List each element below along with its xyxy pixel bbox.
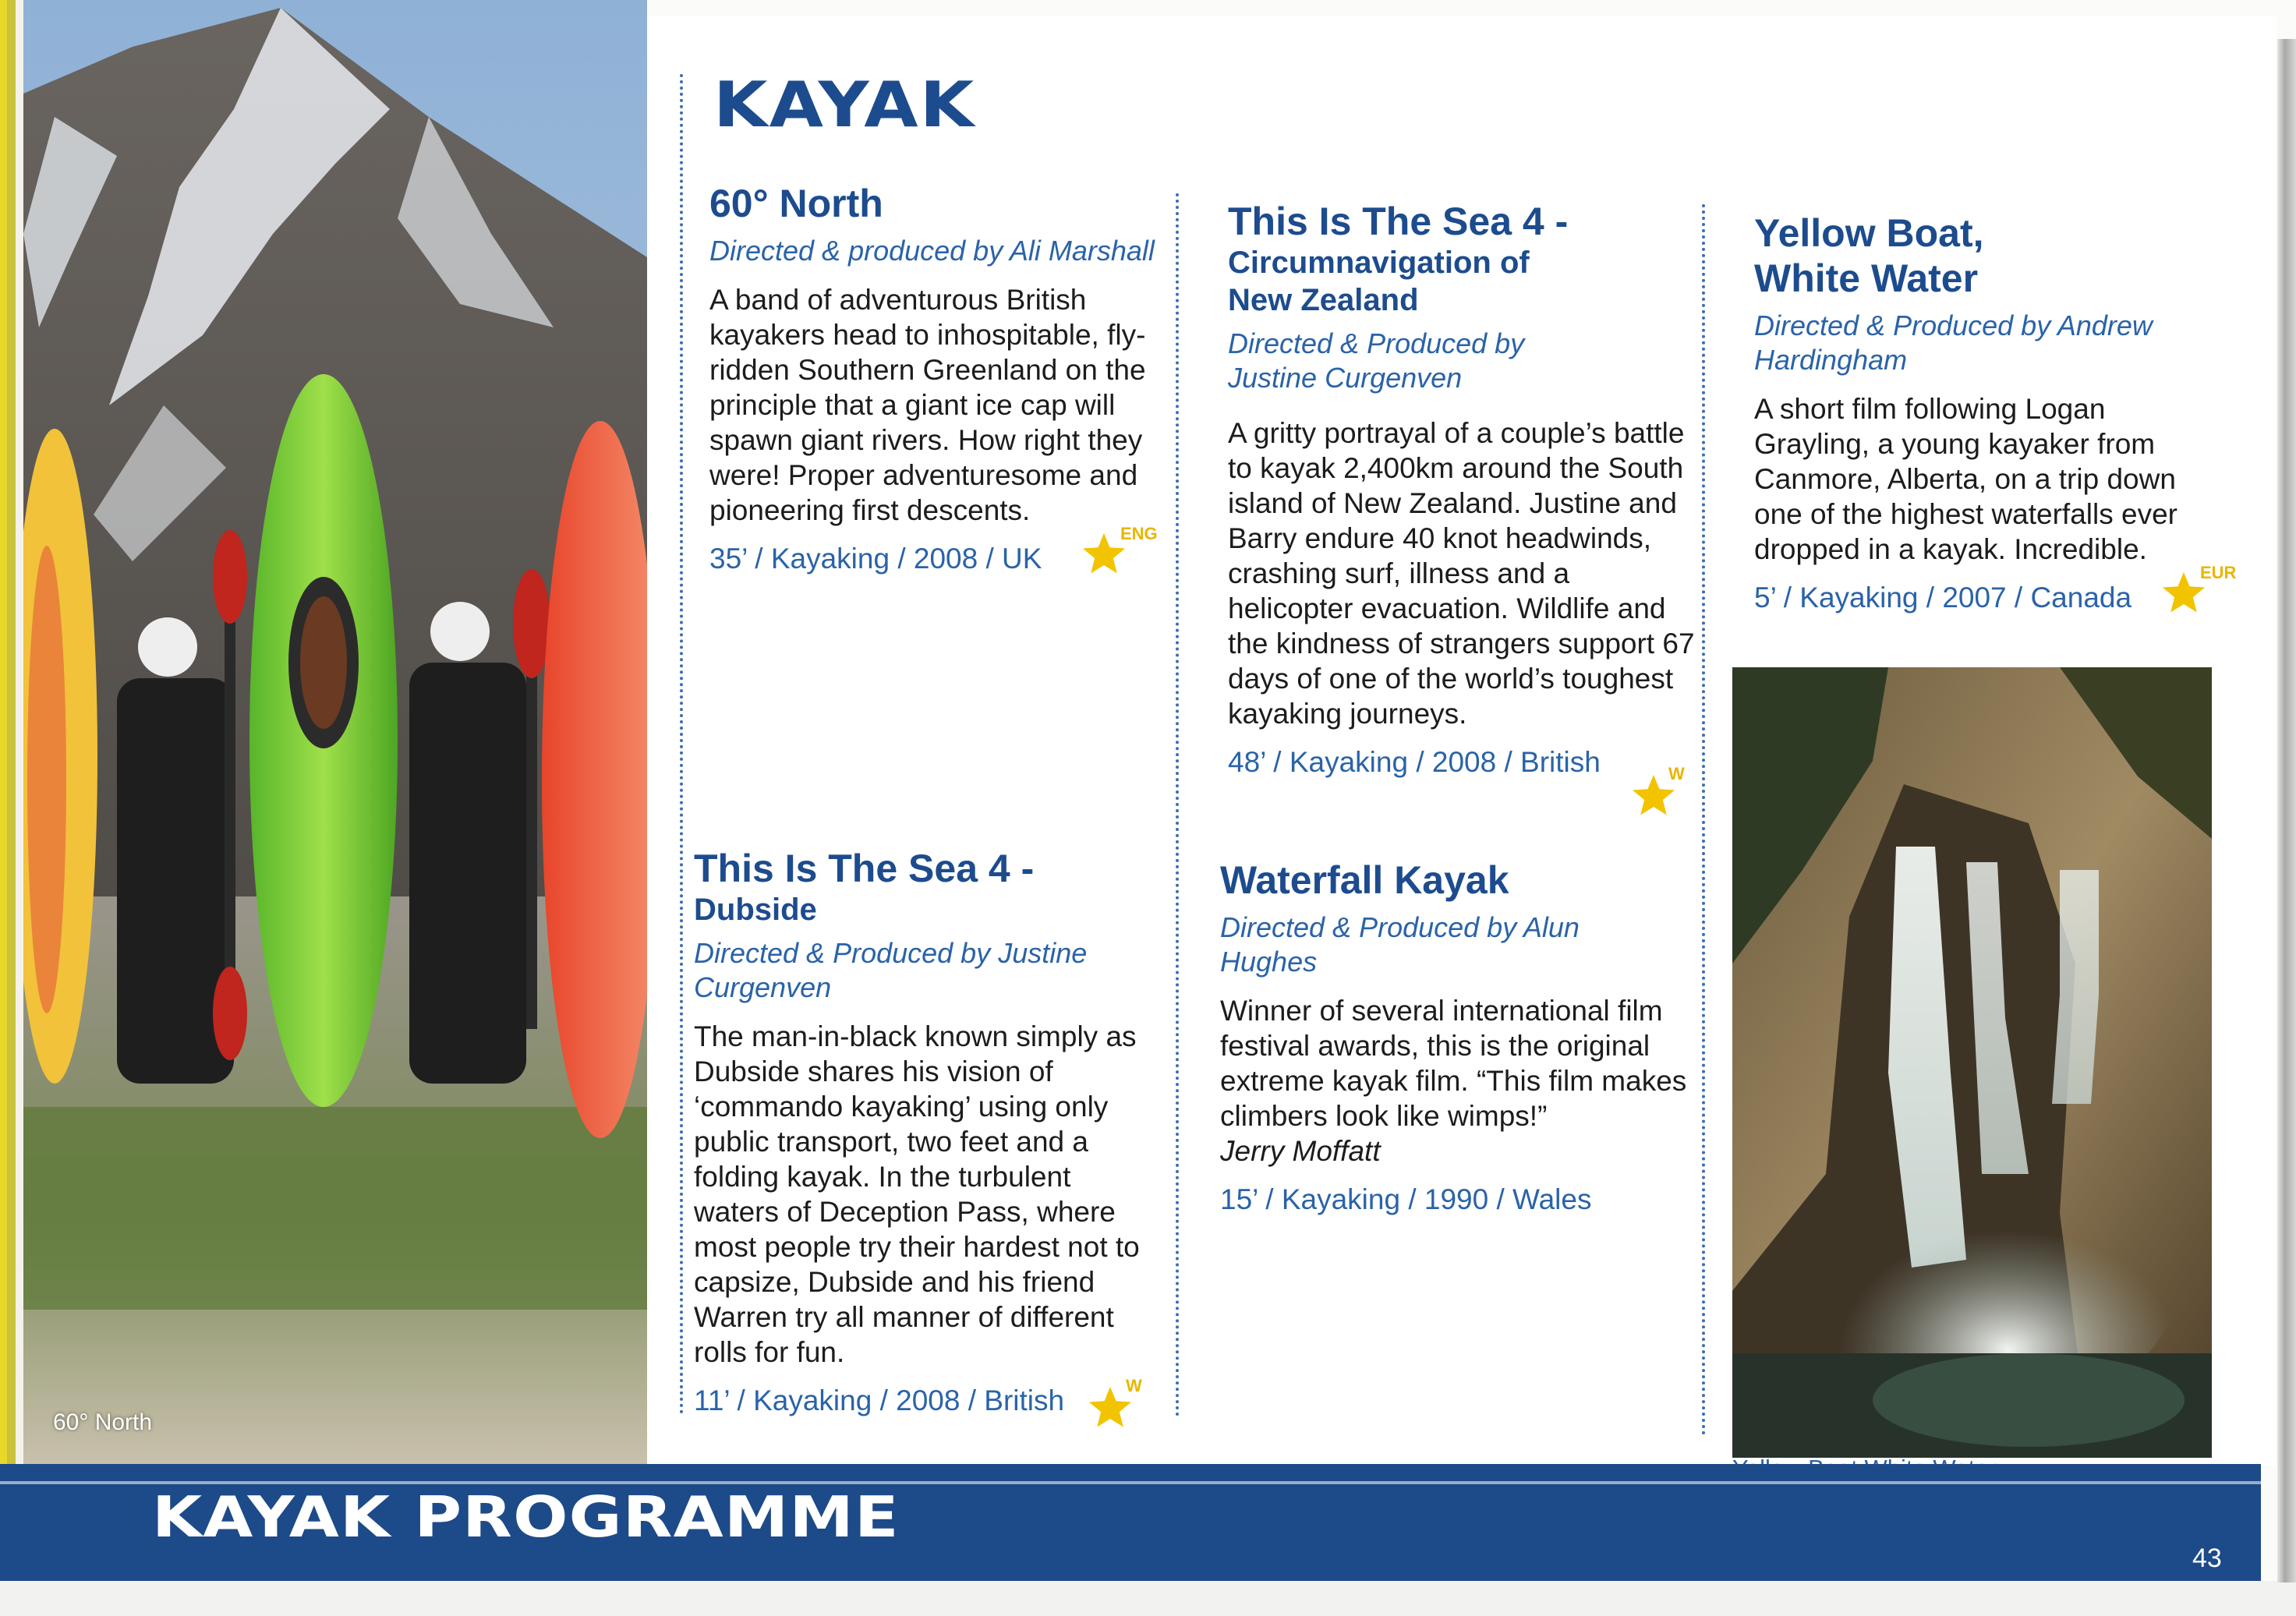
film-entry [694,846,1154,1418]
column-divider [1702,204,1705,1436]
film-description: A gritty portrayal of a couple’s battle to kayak 2,400km around the South island of New Zealand. Justine and Barry endure 40 knot headwinds, crashing surf, illness and a helicopter evacuation. Wildlife and the kindness of strangers support 67 days of one of the world’s toughest kayaking journeys. [1228,417,1695,730]
film-meta [1228,745,1696,780]
film-description [1220,993,1688,1169]
star-badge-code: W [1126,1376,1142,1395]
film-credit: Directed & produced by Ali Marshall [709,235,1155,267]
star-badge-code: W [1668,764,1685,783]
page-edge [2277,39,2296,1582]
film-description: A band of adventurous British kayakers head to inhospitable, fly-ridden Southern Greenland on the principle that a giant ice cap will spawn giant rivers. How right they were! Proper adventuresome and pioneering first descents. [709,284,1146,526]
star-badge-code: ENG [1120,524,1158,543]
film-title: 60° North [709,182,883,225]
film-meta [1754,581,2222,615]
film-title: Waterfall Kayak [1220,858,1509,902]
column-divider [680,74,683,1415]
binding-edge [0,0,23,1466]
waterfall-photo [1732,667,2212,1458]
film-credit: Directed & Produced by Justine Curgenven [1228,327,1525,394]
film-meta-text: 5’ / Kayaking / 2007 / Canada [1754,582,2132,614]
film-meta [1220,1183,1688,1217]
film-entry [709,181,1177,576]
film-meta-text: 11’ / Kayaking / 2008 / British [694,1384,1065,1416]
film-meta-text: 15’ / Kayaking / 1990 / Wales [1220,1183,1592,1215]
film-meta-text: 48’ / Kayaking / 2008 / British [1228,746,1601,778]
film-credit: Directed & Produced by Justine Curgenven [694,937,1088,1003]
film-description: A short film following Logan Grayling, a young kayaker from Canmore, Alberta, on a trip down one of the highest waterfalls ever dropped in a kayak. Incredible. [1754,393,2177,565]
film-description-text: Winner of several international film festival awards, this is the original extreme kayak film. “This film makes climbers look like wimps!” [1220,995,1687,1132]
film-entry [1228,199,1696,780]
film-title: This Is The Sea 4 - [694,847,1035,890]
page-bottom-margin [0,1581,2296,1616]
quote-author: Jerry Moffatt [1220,1135,1381,1167]
film-entry [1754,210,2222,615]
film-title: Yellow Boat, White Water [1754,211,1984,300]
film-meta [694,1384,1154,1418]
left-photo-caption: 60° North [53,1409,153,1435]
film-meta-text: 35’ / Kayaking / 2008 / UK [709,543,1042,575]
film-subtitle: Circumnavigation of New Zealand [1228,246,1530,317]
kayakers-photo [23,0,647,1466]
footer-title: KAYAK PROGRAMME [152,1484,900,1550]
film-subtitle: Dubside [694,893,817,927]
section-title: KAYAK [713,69,976,141]
page-number: 43 [2192,1544,2222,1573]
film-credit: Directed & Produced by Andrew Hardingham [1754,309,2153,376]
film-entry [1220,858,1688,1217]
film-description: The man-in-black known simply as Dubside shares his vision of ‘commando kayaking’ using only public transport, two feet and a folding kayak. In the turbulent waters of Deception Pass, where most people try their hardest not to capsize, Dubside and his friend Warren try all manner of different rolls for fun. [694,1020,1140,1368]
film-credit: Directed & Produced by Alun Hughes [1220,911,1580,978]
star-badge-code: EUR [2200,563,2237,582]
film-title: This Is The Sea 4 - [1228,200,1569,243]
